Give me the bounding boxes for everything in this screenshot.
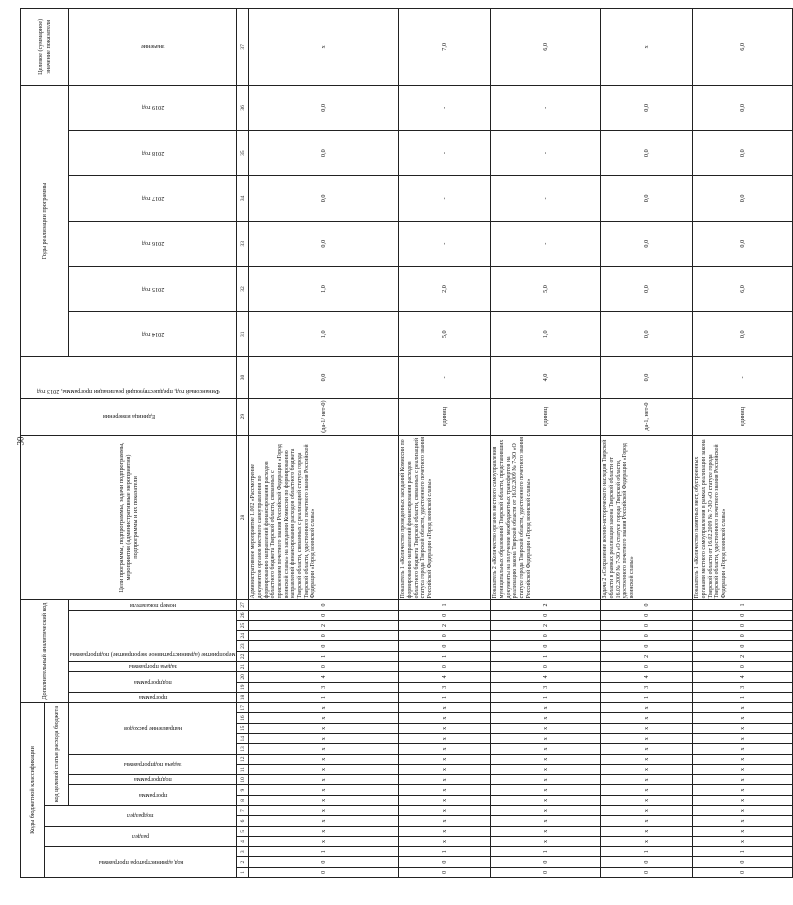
- code-cell: 0: [399, 631, 491, 641]
- code-cell: x: [693, 713, 793, 723]
- code-cell: 0: [399, 867, 491, 877]
- code-cell: x: [249, 734, 399, 744]
- unit-cell: единиц: [399, 398, 491, 435]
- code-cell: 2: [491, 620, 601, 630]
- header-year-3: 2016 год: [69, 221, 237, 266]
- year-value: 0,0: [693, 221, 793, 266]
- code-cell: 0: [249, 662, 399, 672]
- code-cell: x: [693, 723, 793, 733]
- header-target-value: значение: [69, 9, 237, 86]
- year-value: 0,0: [693, 85, 793, 130]
- header-year-2: 2015 год: [69, 266, 237, 311]
- column-number: 1: [237, 867, 249, 877]
- code-cell: x: [249, 826, 399, 836]
- header-ext-task: задача программы: [69, 662, 237, 672]
- code-cell: x: [601, 713, 693, 723]
- code-cell: x: [491, 703, 601, 713]
- code-cell: 1: [399, 600, 491, 610]
- code-cell: x: [399, 826, 491, 836]
- page-number: 30: [15, 436, 26, 446]
- header-year-5: 2018 год: [69, 130, 237, 175]
- year-value: 0,0: [601, 85, 693, 130]
- code-cell: x: [491, 806, 601, 816]
- year-value: 0,0: [693, 130, 793, 175]
- code-cell: 0: [601, 867, 693, 877]
- code-cell: 0: [601, 620, 693, 630]
- code-cell: 0: [491, 610, 601, 620]
- base-year-value: 4,0: [491, 357, 601, 398]
- code-cell: 0: [601, 641, 693, 651]
- code-cell: x: [249, 836, 399, 846]
- code-cell: 0: [249, 857, 399, 867]
- code-cell: x: [491, 775, 601, 785]
- code-cell: x: [249, 744, 399, 754]
- column-number: 21: [237, 662, 249, 672]
- code-cell: x: [249, 775, 399, 785]
- code-cell: x: [399, 723, 491, 733]
- code-cell: x: [399, 816, 491, 826]
- table-body: [249, 9, 793, 878]
- table-row: [693, 9, 793, 878]
- year-value: -: [491, 85, 601, 130]
- year-value: 0,0: [249, 221, 399, 266]
- code-cell: x: [491, 795, 601, 805]
- column-number: 10: [237, 775, 249, 785]
- table-row: [249, 9, 399, 878]
- year-value: 1,0: [249, 312, 399, 357]
- year-value: -: [399, 221, 491, 266]
- column-number: 36: [237, 85, 249, 130]
- header-years-group: Годы реализации программы: [21, 85, 69, 357]
- code-cell: 1: [491, 651, 601, 661]
- code-cell: 0: [601, 662, 693, 672]
- code-cell: x: [601, 836, 693, 846]
- code-cell: 4: [601, 672, 693, 682]
- code-cell: x: [693, 754, 793, 764]
- code-cell: 3: [399, 682, 491, 692]
- rotated-table-wrapper: [20, 8, 747, 878]
- code-cell: 0: [249, 631, 399, 641]
- base-year-value: -: [399, 357, 491, 398]
- year-value: 0,0: [693, 176, 793, 221]
- code-cell: 4: [249, 672, 399, 682]
- code-cell: 0: [399, 857, 491, 867]
- code-cell: 4: [491, 672, 601, 682]
- column-number: 37: [237, 9, 249, 86]
- year-value: 6,0: [693, 266, 793, 311]
- code-cell: 0: [399, 641, 491, 651]
- column-number: 12: [237, 754, 249, 764]
- column-number: 15: [237, 723, 249, 733]
- code-cell: 1: [491, 847, 601, 857]
- header-subsection: подраздел: [45, 806, 237, 827]
- column-number-row: [237, 9, 249, 878]
- year-value: 0,0: [249, 130, 399, 175]
- column-number: 14: [237, 734, 249, 744]
- code-cell: 0: [693, 620, 793, 630]
- code-cell: x: [249, 806, 399, 816]
- header-ext-indicator: номер показателя: [69, 600, 237, 610]
- code-cell: 0: [399, 662, 491, 672]
- code-cell: 3: [249, 682, 399, 692]
- year-value: 1,0: [249, 266, 399, 311]
- code-cell: x: [491, 713, 601, 723]
- code-cell: 0: [491, 641, 601, 651]
- year-value: -: [491, 130, 601, 175]
- budget-indicator-table: [20, 8, 793, 878]
- base-year-value: -: [693, 357, 793, 398]
- code-cell: 4: [399, 672, 491, 682]
- column-number: 30: [237, 357, 249, 398]
- code-cell: x: [601, 744, 693, 754]
- year-value: -: [399, 176, 491, 221]
- column-number: 8: [237, 795, 249, 805]
- column-number: 7: [237, 806, 249, 816]
- code-cell: 0: [601, 631, 693, 641]
- code-cell: x: [399, 744, 491, 754]
- code-cell: 0: [491, 662, 601, 672]
- code-cell: 1: [693, 600, 793, 610]
- code-cell: 0: [249, 641, 399, 651]
- header-ext-activity: мероприятие (административное мероприятие) подпрограммы: [69, 610, 237, 661]
- year-value: 1,0: [491, 312, 601, 357]
- code-cell: x: [491, 785, 601, 795]
- code-cell: x: [601, 806, 693, 816]
- year-value: 5,0: [491, 266, 601, 311]
- code-cell: x: [601, 723, 693, 733]
- year-value: 0,0: [601, 130, 693, 175]
- code-cell: 0: [491, 867, 601, 877]
- header-year-1: 2014 год: [69, 312, 237, 357]
- code-cell: x: [249, 754, 399, 764]
- column-number: 20: [237, 672, 249, 682]
- column-number: 24: [237, 631, 249, 641]
- code-cell: 1: [693, 692, 793, 702]
- code-cell: x: [491, 744, 601, 754]
- code-cell: 0: [693, 641, 793, 651]
- code-cell: x: [693, 744, 793, 754]
- header-year-6: 2019 год: [69, 85, 237, 130]
- target-value: 6,0: [693, 9, 793, 86]
- column-number: 26: [237, 610, 249, 620]
- year-value: -: [399, 130, 491, 175]
- code-cell: 1: [249, 847, 399, 857]
- code-cell: x: [249, 795, 399, 805]
- header-task: задача подпрограммы: [69, 754, 237, 775]
- year-value: 0,0: [601, 266, 693, 311]
- year-value: -: [491, 176, 601, 221]
- code-cell: x: [693, 836, 793, 846]
- unit-cell: единиц: [491, 398, 601, 435]
- code-cell: x: [491, 826, 601, 836]
- code-cell: x: [249, 703, 399, 713]
- code-cell: 0: [399, 610, 491, 620]
- year-value: 0,0: [601, 312, 693, 357]
- year-value: 2,0: [399, 266, 491, 311]
- code-cell: 0: [601, 610, 693, 620]
- code-cell: 2: [601, 651, 693, 661]
- column-number: 28: [237, 435, 249, 600]
- code-cell: 0: [249, 610, 399, 620]
- code-cell: 0: [601, 600, 693, 610]
- column-number: 32: [237, 266, 249, 311]
- code-cell: x: [601, 785, 693, 795]
- code-cell: 0: [693, 867, 793, 877]
- code-cell: 1: [601, 847, 693, 857]
- code-cell: x: [601, 764, 693, 774]
- code-cell: 2: [693, 651, 793, 661]
- code-cell: 3: [693, 682, 793, 692]
- header-ext-subprogram: подпрограмма: [69, 672, 237, 693]
- code-cell: x: [601, 703, 693, 713]
- code-cell: x: [693, 703, 793, 713]
- target-value: 7,0: [399, 9, 491, 86]
- row-description: Показатель 1 «Количество памятных мест, обустроенных органами местного самоуправления в рамках реализации закона Тверской области от 16.02.2009 № 7-ЗО «О статусе города Тверской области, удостоенного почетного звания Российской Федерации «Город воинской славы»: [693, 435, 793, 600]
- column-number: 11: [237, 764, 249, 774]
- code-cell: 2: [249, 620, 399, 630]
- column-number: 18: [237, 692, 249, 702]
- row-description: Административное мероприятие 1.002 «Рассмотрение документов органов местного самоуправления по формированию направлений финансирования расходов областного бюджета Тверской области, связанных с присвоением почетного звания Российской Федерации «Город воинской славы» на заседании Комиссии по формированию направлений финансирования расходов областного бюджета Тверской области, связанных с реализацией статуса города Тверской области, удостоенного почетного звания Российской Федерации «Город воинской славы»: [249, 435, 399, 600]
- year-value: 0,0: [693, 312, 793, 357]
- column-number: 3: [237, 847, 249, 857]
- column-number: 4: [237, 836, 249, 846]
- column-number: 16: [237, 713, 249, 723]
- code-cell: x: [601, 826, 693, 836]
- row-description: Показатель 1 «Количество проведенных заседаний Комиссии по формированию направлений финансирования расходов областного бюджета Тверской области, связанных с реализацией статуса города Тверской области, удостоенного почетного звания Российской Федерации «Город воинской славы»: [399, 435, 491, 600]
- code-cell: x: [249, 723, 399, 733]
- column-number: 19: [237, 682, 249, 692]
- code-cell: x: [693, 785, 793, 795]
- code-cell: 0: [491, 857, 601, 867]
- unit-cell: да-1, нет-0: [601, 398, 693, 435]
- column-number: 25: [237, 620, 249, 630]
- code-cell: 1: [249, 651, 399, 661]
- code-cell: x: [491, 836, 601, 846]
- code-cell: x: [693, 764, 793, 774]
- code-cell: 3: [601, 682, 693, 692]
- code-cell: x: [399, 734, 491, 744]
- code-cell: 1: [399, 692, 491, 702]
- code-cell: x: [399, 713, 491, 723]
- code-cell: x: [399, 795, 491, 805]
- code-cell: 0: [249, 867, 399, 877]
- code-cell: 1: [491, 692, 601, 702]
- code-cell: 1: [601, 692, 693, 702]
- table-row: [601, 9, 693, 878]
- year-value: -: [491, 221, 601, 266]
- header-direction: направление расходов: [69, 703, 237, 755]
- year-value: 0,0: [249, 176, 399, 221]
- unit-cell: единиц: [693, 398, 793, 435]
- column-number: 33: [237, 221, 249, 266]
- column-number: 34: [237, 176, 249, 221]
- year-value: 0,0: [249, 85, 399, 130]
- target-value: х: [601, 9, 693, 86]
- code-cell: x: [601, 734, 693, 744]
- code-cell: 2: [491, 600, 601, 610]
- code-cell: 1: [399, 847, 491, 857]
- code-cell: x: [491, 816, 601, 826]
- code-cell: x: [249, 764, 399, 774]
- code-cell: x: [693, 775, 793, 785]
- column-number: 2: [237, 857, 249, 867]
- year-value: 0,0: [601, 221, 693, 266]
- base-year-value: 0,0: [601, 357, 693, 398]
- code-cell: 0: [249, 600, 399, 610]
- code-cell: x: [399, 703, 491, 713]
- code-cell: x: [601, 775, 693, 785]
- code-cell: x: [399, 775, 491, 785]
- code-cell: x: [601, 795, 693, 805]
- column-number: 22: [237, 651, 249, 661]
- code-cell: 2: [399, 620, 491, 630]
- code-cell: 0: [693, 857, 793, 867]
- code-cell: x: [491, 734, 601, 744]
- unit-cell: (да-1/ нет-0): [249, 398, 399, 435]
- column-number: 9: [237, 785, 249, 795]
- target-value: х: [249, 9, 399, 86]
- column-number: 17: [237, 703, 249, 713]
- code-cell: x: [601, 816, 693, 826]
- header-section: раздел: [45, 826, 237, 847]
- header-fin-year: Финансовый год, предшествующий реализации программы, 2013 год: [21, 357, 237, 398]
- code-cell: x: [399, 836, 491, 846]
- code-cell: x: [693, 795, 793, 805]
- header-subprogram: подпрограмма: [69, 775, 237, 785]
- code-cell: 0: [491, 631, 601, 641]
- column-number: 5: [237, 826, 249, 836]
- table-row: [399, 9, 491, 878]
- header-budget-codes: Коды бюджетной классификации: [21, 703, 45, 878]
- code-cell: x: [249, 713, 399, 723]
- code-cell: 3: [491, 682, 601, 692]
- code-cell: x: [249, 785, 399, 795]
- code-cell: x: [693, 734, 793, 744]
- code-cell: x: [491, 764, 601, 774]
- row-description: Показатель 2 «Количество органов местного самоуправления муниципальных образований Тверской области, представивших документы на получение межбюджетных трансфертов на реализацию закона Тверской области от 16.02.2009 № 7-ЗО «О статусе города Тверской области, удостоенного почетного звания Российской Федерации «Город воинской славы»: [491, 435, 601, 600]
- year-value: 0,0: [601, 176, 693, 221]
- code-cell: 1: [693, 847, 793, 857]
- column-number: 31: [237, 312, 249, 357]
- header-target-group: Целевое (суммарное) значение показателя: [21, 9, 69, 86]
- code-cell: x: [399, 806, 491, 816]
- header-admin-code: код администратора программы: [45, 847, 237, 878]
- code-cell: 0: [693, 662, 793, 672]
- code-cell: 4: [693, 672, 793, 682]
- year-value: 5,0: [399, 312, 491, 357]
- header-ext-program: программа: [69, 692, 237, 702]
- code-cell: x: [399, 785, 491, 795]
- row-description: Задача 2 «Сохранение военно-исторического наследия Тверской области в рамках реализации закона Тверской области от 16.02.2009 № 7-ЗО «О статусе города Тверской области, удостоенного почетного звания Российской Федерации «Город воинской славы»: [601, 435, 693, 600]
- column-number: 27: [237, 600, 249, 610]
- code-cell: 1: [249, 692, 399, 702]
- code-cell: 0: [601, 857, 693, 867]
- target-value: 6,0: [491, 9, 601, 86]
- code-cell: x: [693, 816, 793, 826]
- code-cell: x: [491, 754, 601, 764]
- code-cell: 1: [399, 651, 491, 661]
- code-cell: 0: [693, 610, 793, 620]
- code-cell: x: [399, 754, 491, 764]
- column-number: 23: [237, 641, 249, 651]
- table-row: [491, 9, 601, 878]
- column-number: 29: [237, 398, 249, 435]
- code-cell: 0: [693, 631, 793, 641]
- code-cell: x: [491, 723, 601, 733]
- header-additional-code: Дополнительный аналитический код: [21, 600, 69, 703]
- column-number: 13: [237, 744, 249, 754]
- column-number: 6: [237, 816, 249, 826]
- code-cell: x: [249, 816, 399, 826]
- code-cell: x: [399, 764, 491, 774]
- header-program: программа: [69, 785, 237, 806]
- year-value: -: [399, 85, 491, 130]
- code-cell: x: [601, 754, 693, 764]
- column-number: 35: [237, 130, 249, 175]
- header-goal: Цели программы, подпрограммы, задачи подпрограммы, мероприятия (административные мероприятия) подпрограммы и их показатели: [21, 435, 237, 600]
- header-unit: Единица измерения: [21, 398, 237, 435]
- code-cell: x: [693, 806, 793, 816]
- header-target-article: код целевой статьи расхода бюджета: [45, 703, 69, 806]
- base-year-value: 0,0: [249, 357, 399, 398]
- code-cell: x: [693, 826, 793, 836]
- header-year-4: 2017 год: [69, 176, 237, 221]
